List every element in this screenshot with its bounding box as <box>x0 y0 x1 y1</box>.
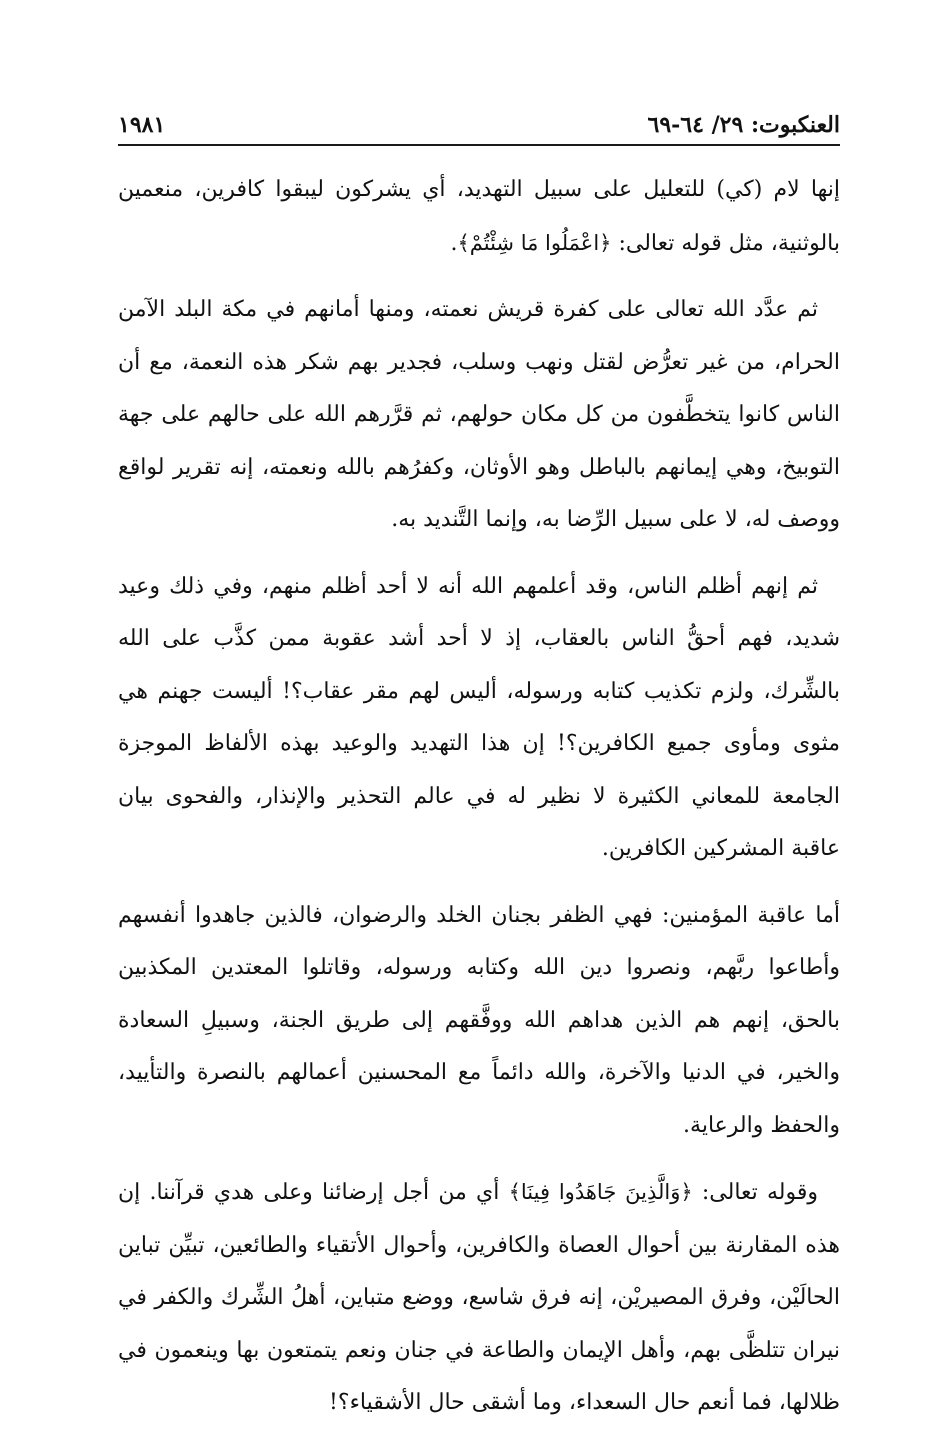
paragraph-1-text: إنها لام (كي) للتعليل على سبيل التهديد، أي يشركون ليبقوا كافرين، منعمين بالوثنية، مثل قوله تعالى: <box>118 177 840 256</box>
paragraph-3: ثم إنهم أظلم الناس، وقد أعلمهم الله أنه لا أحد أظلم منهم، وفي ذلك وعيد شديد، فهم أحقُّ الناس بالعقاب، إذ لا أحد أشد عقوبة ممن كذَّب على الله بالشِّرك، ولزم تكذيب كتابه ورسوله، أليس لهم مقر عقاب؟! أليست جهنم هي مثوى ومأوى جميع الكافرين؟! إن هذا التهديد والوعيد بهذه الألفاظ الموجزة الجامعة للمعاني الكثيرة لا نظير له في عالم التحذير والإنذار، والفحوى بيان عاقبة المشركين الكافرين. <box>118 573 840 861</box>
paragraph-5-text: أي من أجل إرضائنا وعلى هدي قرآننا. إن هذه المقارنة بين أحوال العصاة والكافرين، وأحوال الأتقياء والطائعين، تبيِّن تباين الحالَيْن، وفرق المصيريْن، إنه فرق شاسع، ووضع متباين، أهلُ الشِّرك والكفر في نيران تتلظَّى بهم، وأهل الإيمان والطاعة في جنان ونعم يتمتعون بها وينعمون في ظلالها، فما أنعم حال السعداء، وما أشقى حال الأشقياء؟! <box>118 1180 840 1415</box>
paragraph-2: ثم عدَّد الله تعالى على كفرة قريش نعمته، ومنها أمانهم في مكة البلد الآمن الحرام، من غير تعرُّض لقتل ونهب وسلب، فجدير بهم شكر هذه النعمة، مع أن الناس كانوا يتخطَّفون من كل مكان حولهم، ثم قرَّرهم الله على حالهم على جهة التوبيخ، وهي إيمانهم بالباطل وهو الأوثان، وكفرُهم بالله ونعمته، إنه تقرير لواقع ووصف له، لا على سبيل الرِّضا به، وإنما التَّنديد به. <box>118 297 840 532</box>
page-body <box>118 164 840 1430</box>
surah-reference: العنكبوت: ٢٩/ ٦٤-٦٩ <box>647 112 840 138</box>
paragraph-1 <box>118 164 840 270</box>
paragraph-4: أما عاقبة المؤمنين: فهي الظفر بجنان الخلد والرضوان، فالذين جاهدوا أنفسهم وأطاعوا ربَّهم، ونصروا دين الله وكتابه ورسوله، وقاتلوا المعتدين المكذبين بالحق، إنهم هم الذين هداهم الله ووفَّقهم إلى طريق الجنة، وسبيلِ السعادة والخير، في الدنيا والآخرة، والله دائماً مع المحسنين أعمالهم بالنصرة والتأييد، والحفظ والرعاية. <box>118 902 840 1138</box>
paragraph-5 <box>118 1166 840 1430</box>
paragraph-1-end: . <box>450 230 458 256</box>
book-page <box>118 100 840 1415</box>
quran-quote-1: ﴿اعْمَلُوا مَا شِئْتُمْ﴾ <box>457 230 612 255</box>
page-number: ١٩٨١ <box>118 112 166 138</box>
running-header <box>118 100 840 146</box>
paragraph-5-lead: وقوله تعالى: <box>692 1180 818 1205</box>
quran-quote-2: ﴿وَالَّذِينَ جَاهَدُوا فِينَا﴾ <box>508 1180 693 1204</box>
